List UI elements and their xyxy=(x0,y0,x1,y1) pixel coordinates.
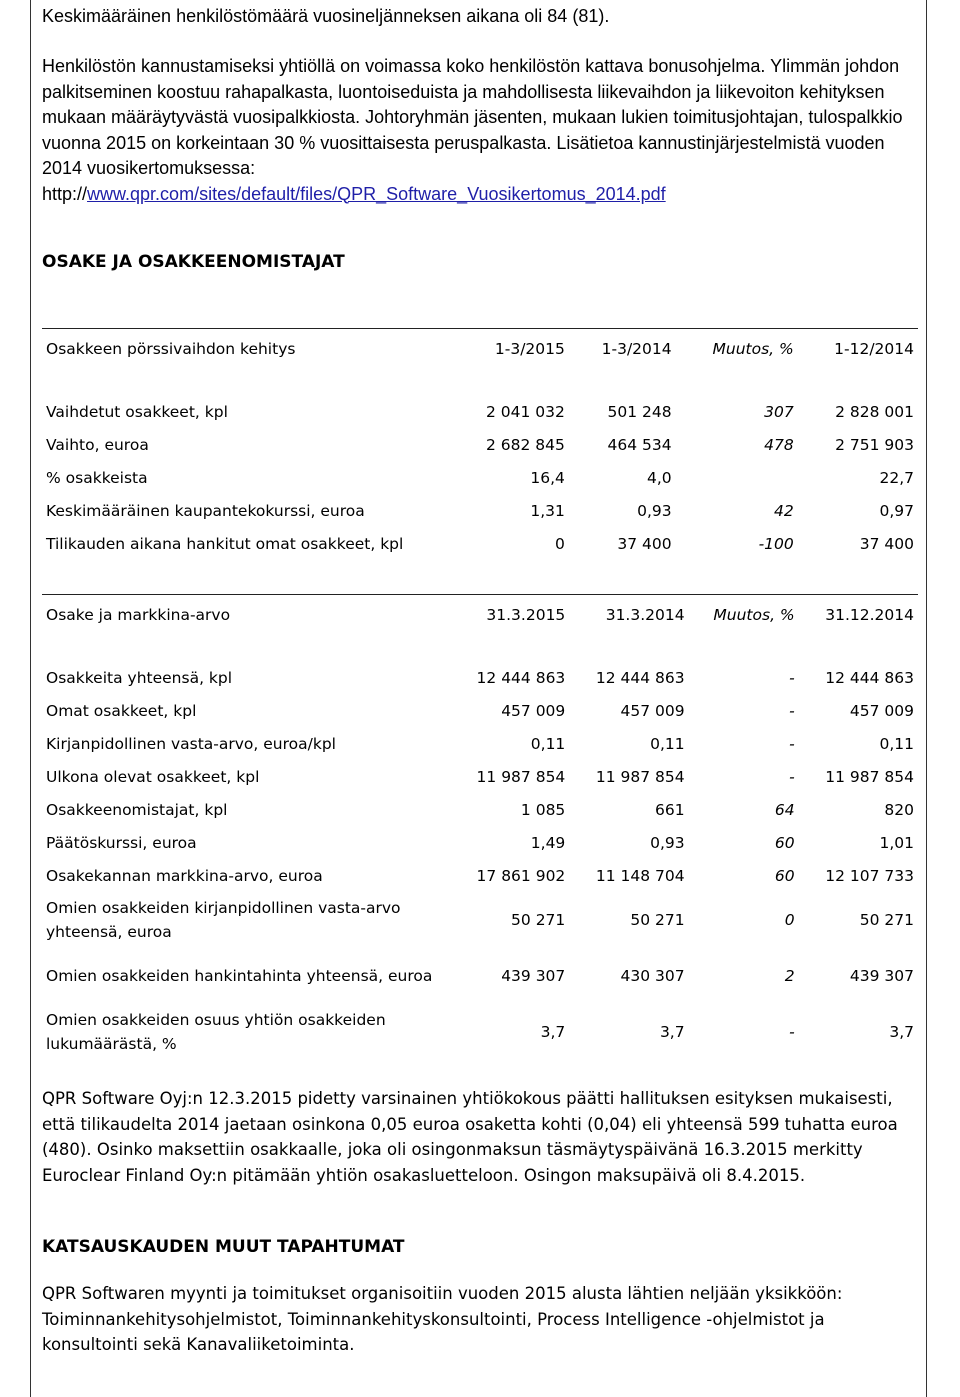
row-label: Osakkeita yhteensä, kpl xyxy=(46,668,233,687)
table-cell: 820 xyxy=(884,800,914,819)
row-label: Päätöskurssi, euroa xyxy=(46,833,197,852)
table-cell: 661 xyxy=(655,800,685,819)
table-cell: 2 xyxy=(784,967,795,985)
table-cell: 2 041 032 xyxy=(486,402,565,421)
table-cell: 501 248 xyxy=(607,402,672,421)
column-header: 1-3/2014 xyxy=(569,329,676,370)
market-value-table xyxy=(42,594,918,1060)
row-label: Vaihto, euroa xyxy=(46,435,149,454)
section-heading-events: KATSAUSKAUDEN MUUT TAPAHTUMAT xyxy=(42,1237,405,1257)
table-cell: 12 444 863 xyxy=(825,668,914,687)
table-cell: 0,97 xyxy=(879,501,914,520)
table-row xyxy=(42,892,918,948)
table-cell: - xyxy=(789,767,795,786)
table-cell: 1,31 xyxy=(530,501,565,520)
table-cell: 0,11 xyxy=(650,734,685,753)
table-cell: 50 271 xyxy=(630,911,685,929)
table-cell: 0,11 xyxy=(530,734,566,753)
table-cell: 457 009 xyxy=(620,701,685,720)
table-cell: 2 751 903 xyxy=(835,435,914,454)
dividend-paragraph: QPR Software Oyj:n 12.3.2015 pidetty varsinainen yhtiökokous päätti hallituksen esityksen mukaisesti, että tilikaudelta 2014 jaetaan osinkona 0,05 euroa osaketta kohti (0,04) eli yhteensä 599 tuhatta euroa (480). Osinko maksettiin osakkaalle, joka oli osingonmaksun täsmäytyspäivänä 16.3.2015 merkitty Euroclear Finland Oy:n pitämään yhtiön osakasluetteloon. Osingon maksupäivä oli 8.4.2015. xyxy=(42,1089,898,1185)
table-cell: 3,7 xyxy=(659,1023,685,1041)
spacer-row xyxy=(42,369,918,395)
table-cell: 439 307 xyxy=(849,967,914,985)
table-cell: 11 987 854 xyxy=(825,767,914,786)
table-cell: 430 307 xyxy=(620,967,685,985)
table-row xyxy=(42,760,918,793)
row-label: Tilikauden aikana hankitut omat osakkeet, kpl xyxy=(46,534,404,553)
table-cell: 37 400 xyxy=(617,534,672,553)
table-cell: 0,93 xyxy=(650,833,685,852)
row-label: Vaihdetut osakkeet, kpl xyxy=(46,402,228,421)
table-cell: - xyxy=(789,701,795,720)
table-header-row xyxy=(42,329,918,370)
column-header: 31.3.2014 xyxy=(569,595,688,636)
column-header: Osake ja markkina-arvo xyxy=(42,595,450,636)
annual-report-link[interactable]: www.qpr.com/sites/default/files/QPR_Software_Vuosikertomus_2014.pdf xyxy=(87,183,666,204)
table-row xyxy=(42,859,918,892)
row-label: Osakkeenomistajat, kpl xyxy=(46,800,228,819)
table-cell: - xyxy=(789,1023,795,1041)
column-header: 1-3/2015 xyxy=(450,329,569,370)
column-header: 1-12/2014 xyxy=(798,329,918,370)
table-row xyxy=(42,428,918,461)
row-label: Keskimääräinen kaupantekokurssi, euroa xyxy=(46,501,365,520)
table-row xyxy=(42,395,918,428)
table-cell: 37 400 xyxy=(859,534,914,553)
table-cell: 12 444 863 xyxy=(595,668,685,687)
bonus-text: Henkilöstön kannustamiseksi yhtiöllä on voimassa koko henkilöstön kattava bonusohjelma. Ylimmän johdon palkitseminen koostuu rahapalkasta, luontoiseduista ja mahdollisesta liikevaihdon ja liikevoiton kehityksen mukaan määräytyvästä vuosipalkkiosta. Johtoryhmän jäsenten, mukaan lukien toimitusjohtajan, tulospalkkio vuonna 2015 on korkeintaan 30 % vuosittaisesta peruspalkasta. Lisätietoa kannustinjärjestelmistä vuoden 2014 vuosikertomuksessa: xyxy=(42,56,903,178)
table-cell: 64 xyxy=(774,800,795,819)
table-cell: 50 271 xyxy=(511,911,566,929)
table-cell: 0,93 xyxy=(637,501,672,520)
column-header: Muutos, % xyxy=(676,329,798,370)
table-row xyxy=(42,661,918,694)
page-left-border xyxy=(30,0,31,1397)
table-cell: -100 xyxy=(758,534,794,553)
table-cell: 17 861 902 xyxy=(476,866,566,885)
table-cell xyxy=(676,461,798,494)
table-cell: 3,7 xyxy=(540,1023,566,1041)
column-header: 31.3.2015 xyxy=(450,595,569,636)
section-heading-shares: OSAKE JA OSAKKEENOMISTAJAT xyxy=(42,252,345,272)
table-cell: 464 534 xyxy=(607,435,672,454)
table-row xyxy=(42,826,918,859)
table-cell: 307 xyxy=(764,402,794,421)
table-cell: 11 987 854 xyxy=(476,767,566,786)
table-row xyxy=(42,948,918,1004)
table-cell: 42 xyxy=(774,501,794,520)
table-cell: 4,0 xyxy=(646,468,672,487)
table-cell: 0 xyxy=(784,911,795,929)
table-header-row xyxy=(42,595,918,636)
table-cell: 2 682 845 xyxy=(486,435,565,454)
row-label: Ulkona olevat osakkeet, kpl xyxy=(46,767,260,786)
page-right-border xyxy=(926,0,927,1397)
row-label: Omien osakkeiden osuus yhtiön osakkeiden lukumäärästä, % xyxy=(46,1011,386,1053)
table-cell: - xyxy=(789,668,795,687)
table-row xyxy=(42,694,918,727)
table-cell: 12 444 863 xyxy=(476,668,566,687)
spacer-row xyxy=(42,635,918,661)
table-cell: 439 307 xyxy=(501,967,566,985)
table-cell: 0,11 xyxy=(879,734,914,753)
table-cell: 457 009 xyxy=(501,701,566,720)
row-label: Omat osakkeet, kpl xyxy=(46,701,197,720)
column-header: Muutos, % xyxy=(689,595,799,636)
column-header: Osakkeen pörssivaihdon kehitys xyxy=(42,329,450,370)
table-row xyxy=(42,793,918,826)
table-cell: 478 xyxy=(764,435,794,454)
table-row xyxy=(42,494,918,527)
bonus-paragraph xyxy=(42,54,922,207)
row-label: Omien osakkeiden hankintahinta yhteensä, euroa xyxy=(46,967,433,985)
table-cell: 12 107 733 xyxy=(825,866,914,885)
table-row xyxy=(42,527,918,560)
table-cell: 22,7 xyxy=(879,468,914,487)
table-cell: 16,4 xyxy=(530,468,565,487)
table-row xyxy=(42,461,918,494)
table-cell: 1,01 xyxy=(879,833,914,852)
url-prefix: http:// xyxy=(42,183,88,204)
row-label: Osakekannan markkina-arvo, euroa xyxy=(46,866,323,885)
table-cell: 457 009 xyxy=(849,701,914,720)
table-cell: 60 xyxy=(774,833,795,852)
table-cell: 1,49 xyxy=(530,833,566,852)
table-cell: 50 271 xyxy=(859,911,914,929)
table-cell: 2 828 001 xyxy=(835,402,914,421)
column-header: 31.12.2014 xyxy=(799,595,918,636)
table-cell: 60 xyxy=(774,866,795,885)
table-row xyxy=(42,1004,918,1060)
table-cell: 11 148 704 xyxy=(595,866,685,885)
table-row xyxy=(42,727,918,760)
trading-table xyxy=(42,328,918,560)
row-label: % osakkeista xyxy=(46,468,148,487)
table-cell: 1 085 xyxy=(520,800,566,819)
organization-paragraph: QPR Softwaren myynti ja toimitukset organisoitiin vuoden 2015 alusta lähtien neljään yksikköön: Toiminnankehitysohjelmistot, Toiminnankehityskonsultointi, Process Intelligence -ohjelmistot ja konsultointi sekä Kanavaliiketoiminta. xyxy=(42,1284,843,1354)
table-cell: - xyxy=(789,734,795,753)
table-cell: 11 987 854 xyxy=(595,767,685,786)
headcount-text: Keskimääräinen henkilöstömäärä vuosineljänneksen aikana oli 84 (81). xyxy=(42,6,610,26)
row-label: Kirjanpidollinen vasta-arvo, euroa/kpl xyxy=(46,734,336,753)
table-cell: 3,7 xyxy=(889,1023,914,1041)
row-label: Omien osakkeiden kirjanpidollinen vasta-arvo yhteensä, euroa xyxy=(46,899,401,941)
table-cell: 0 xyxy=(555,534,565,553)
